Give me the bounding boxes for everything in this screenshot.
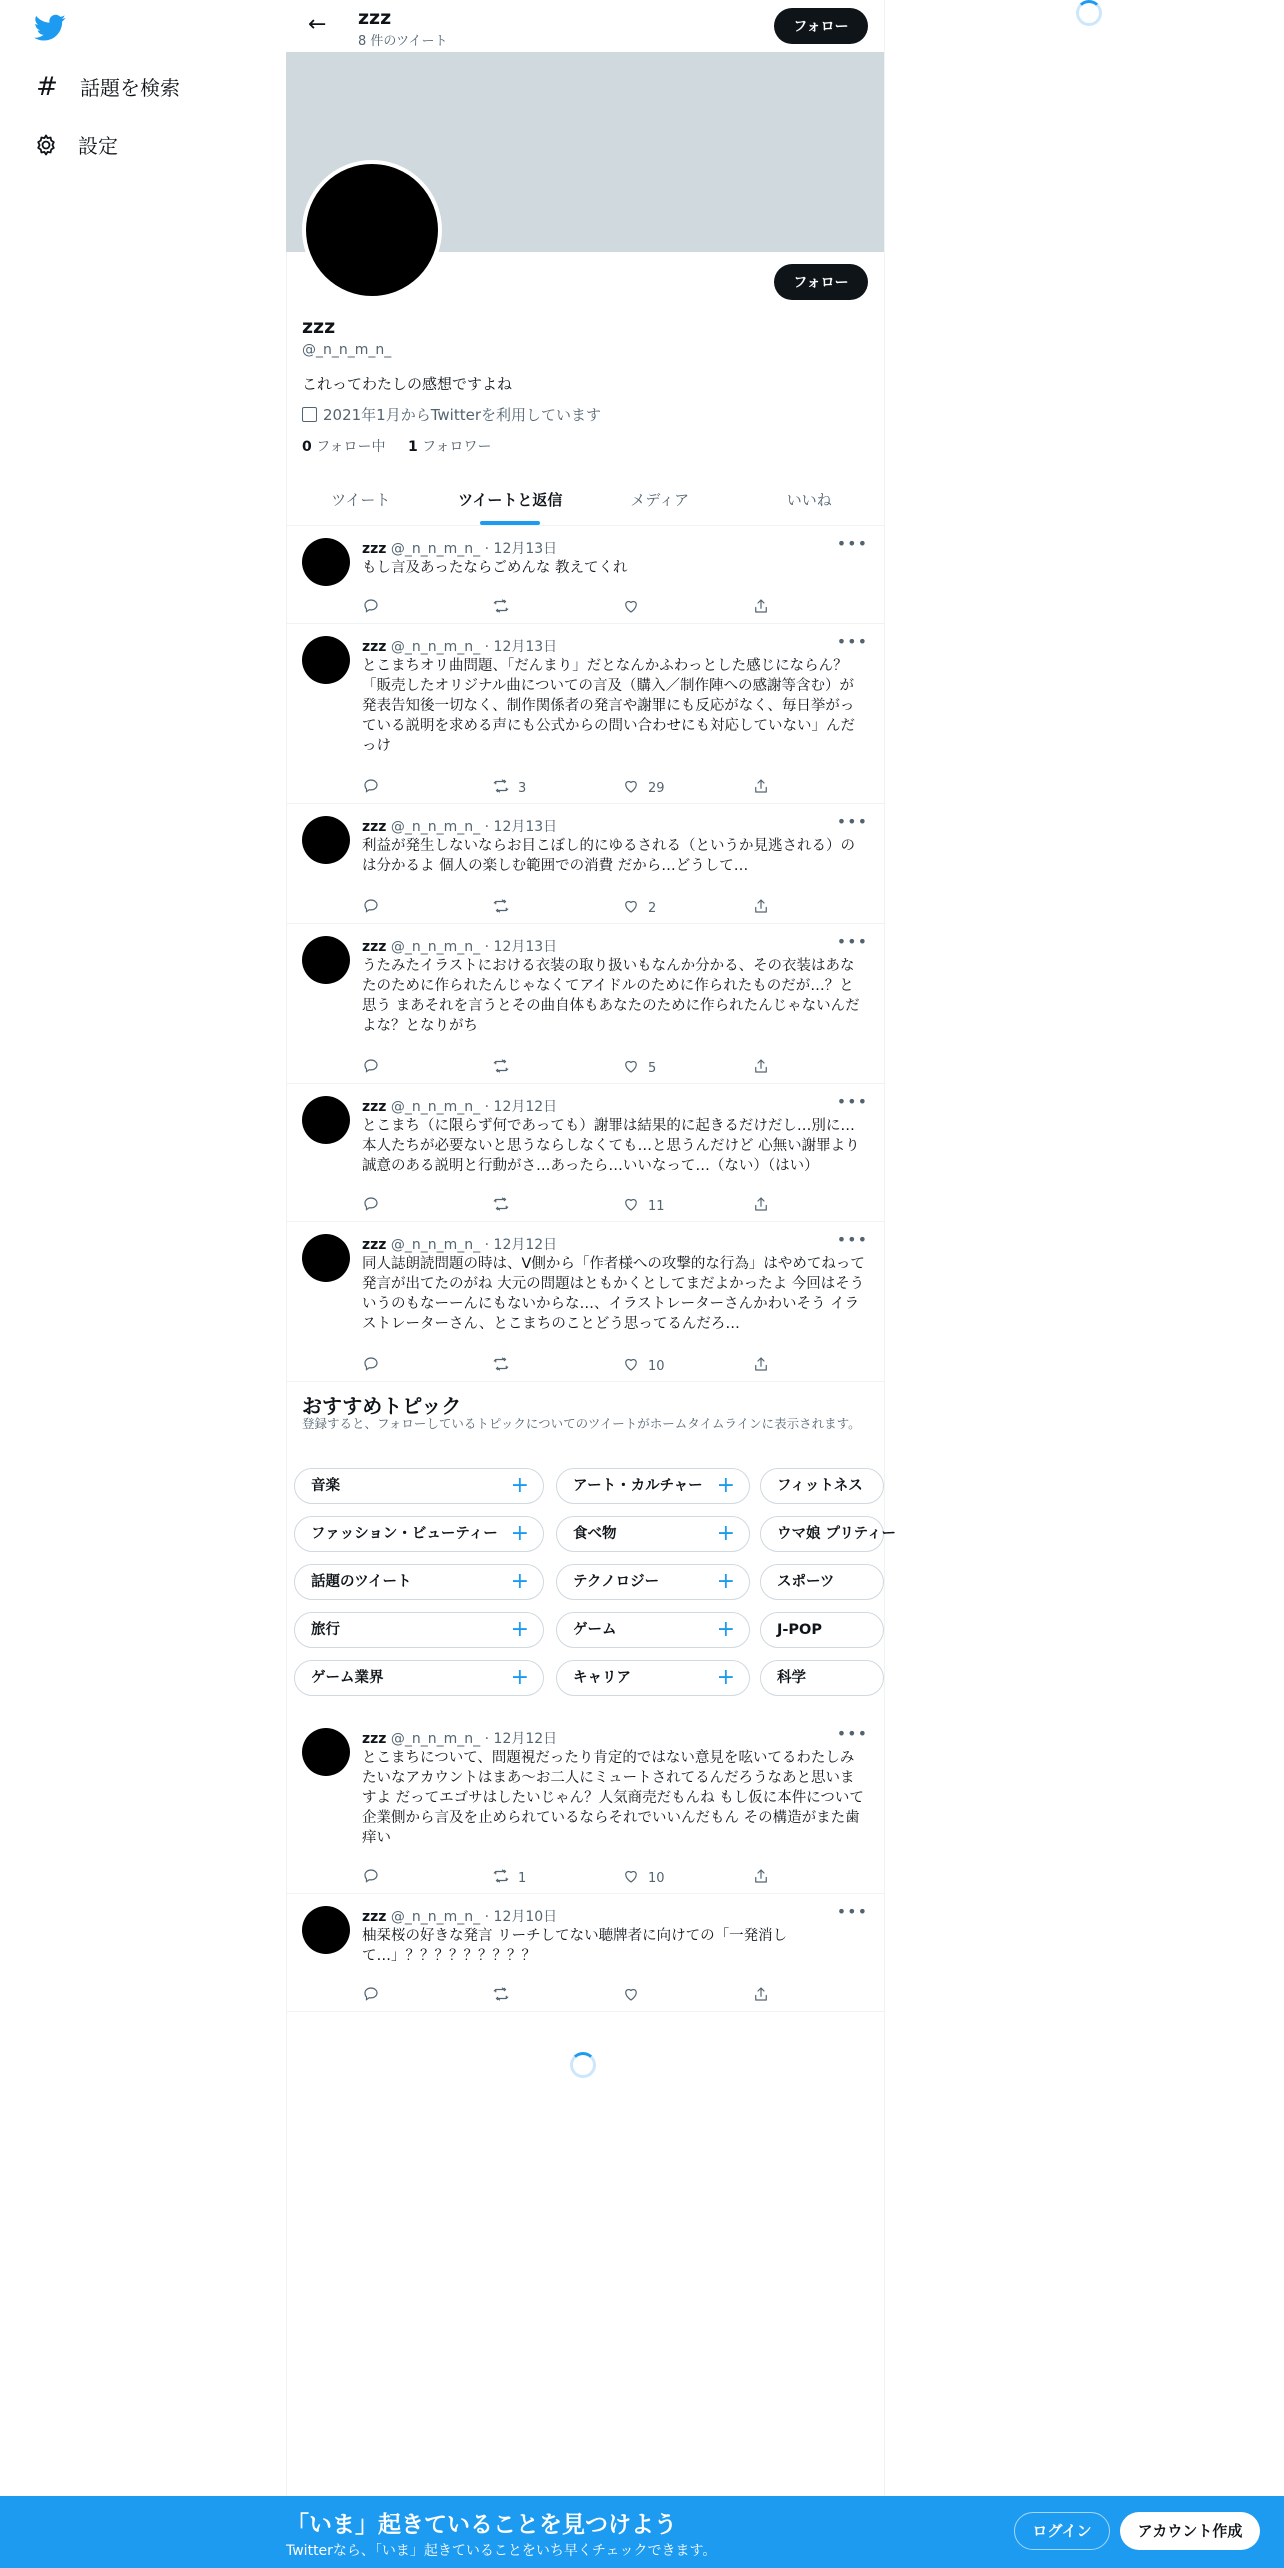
topic-chip[interactable] [294, 1564, 544, 1600]
retweet-button[interactable] [492, 778, 592, 798]
topic-chip[interactable] [556, 1516, 750, 1552]
profile-name: zzz [302, 316, 336, 338]
topic-chip-label: ゲーム業界 [311, 1670, 384, 1686]
share-icon [752, 597, 778, 619]
topic-chip-label: 科学 [777, 1670, 806, 1686]
tweet-header: zzz @_n_n_m_n_ · 12月13日 [362, 939, 558, 955]
retweet-icon [492, 1867, 518, 1889]
tweet-actions [362, 898, 792, 918]
reply-icon [362, 1985, 388, 2007]
topic-chip[interactable] [556, 1612, 750, 1648]
plus-icon[interactable]: + [510, 1665, 529, 1690]
nav-explore-label: 話題を検索 [80, 76, 180, 100]
twitter-logo-icon[interactable] [34, 14, 66, 42]
tab-likes[interactable]: いいね [786, 491, 832, 509]
topic-chip-label: ファッション・ビューティー [311, 1526, 498, 1542]
share-button[interactable] [752, 778, 792, 798]
share-button[interactable] [752, 1986, 792, 2006]
tweet-actions [362, 1868, 792, 1888]
reply-icon [362, 897, 388, 919]
following-count: 0 [302, 439, 312, 455]
topic-chip[interactable] [556, 1468, 750, 1504]
topic-chip-label: キャリア [573, 1670, 631, 1686]
tweet-avatar[interactable] [302, 1096, 350, 1144]
header-tweet-count: 8 件のツイート [358, 34, 448, 49]
tab-tweets[interactable]: ツイート [331, 491, 391, 509]
profile-joined-text: 2021年1月からTwitterを利用しています [323, 406, 601, 424]
followers-label: フォロワー [422, 439, 492, 455]
more-options-icon[interactable]: ••• [836, 1092, 868, 1111]
retweet-button[interactable] [492, 898, 592, 918]
reply-button[interactable] [362, 898, 462, 918]
retweet-button[interactable] [492, 1868, 592, 1888]
share-button[interactable] [752, 1058, 792, 1078]
retweet-count: 3 [518, 780, 527, 796]
tweet-author-name[interactable]: zzz [362, 819, 387, 835]
heart-icon [622, 1355, 648, 1377]
tweet-author-name[interactable]: zzz [362, 1731, 387, 1747]
tweet-actions [362, 778, 792, 798]
tweet-avatar[interactable] [302, 1728, 350, 1776]
tweet-date[interactable]: 12月10日 [493, 1909, 558, 1925]
heart-icon [622, 1985, 648, 2007]
tweet-actions [362, 1196, 792, 1216]
retweet-icon [492, 777, 518, 799]
share-button[interactable] [752, 598, 792, 618]
like-count: 10 [648, 1870, 665, 1886]
following-link[interactable] [302, 439, 386, 455]
retweet-icon [492, 897, 518, 919]
like-button[interactable] [622, 598, 722, 618]
hash-icon: # [36, 71, 58, 102]
like-button[interactable] [622, 1868, 722, 1888]
like-button[interactable] [622, 778, 722, 798]
tweet-actions [362, 1058, 792, 1078]
tweet-actions [362, 598, 792, 618]
retweet-icon [492, 1057, 518, 1079]
tab-tweets-and-replies[interactable]: ツイートと返信 [436, 474, 586, 525]
tweet-avatar[interactable] [302, 636, 350, 684]
retweet-icon [492, 1985, 518, 2007]
tweet-header: zzz @_n_n_m_n_ · 12月13日 [362, 639, 558, 655]
tweet-author-handle[interactable]: @_n_n_m_n_ [390, 541, 481, 557]
gear-icon [34, 133, 58, 157]
nav-settings-label: 設定 [78, 134, 118, 158]
tweet[interactable] [286, 1222, 884, 1382]
reply-icon [362, 1195, 388, 1217]
topic-chip-label: フィットネス [777, 1478, 863, 1494]
profile-bio: これってわたしの感想ですよね [302, 375, 513, 393]
profile-avatar[interactable] [302, 160, 442, 300]
tweet[interactable] [286, 804, 884, 924]
plus-icon[interactable]: + [716, 1569, 735, 1594]
tweet-avatar[interactable] [302, 538, 350, 586]
profile-follow-button[interactable]: フォロー [774, 264, 868, 300]
share-icon [752, 1867, 778, 1889]
topic-chip[interactable] [294, 1612, 544, 1648]
tweet-header: zzz @_n_n_m_n_ · 12月13日 [362, 819, 558, 835]
tweet-author-name[interactable]: zzz [362, 1099, 387, 1115]
tweet-date[interactable]: 12月13日 [493, 939, 558, 955]
profile-tabs [286, 474, 884, 526]
topic-chip[interactable] [556, 1564, 750, 1600]
tweet-date[interactable]: 12月12日 [493, 1237, 558, 1253]
plus-icon[interactable]: + [716, 1665, 735, 1690]
reply-button[interactable] [362, 1986, 462, 2006]
more-options-icon[interactable]: ••• [836, 632, 868, 651]
more-options-icon[interactable]: ••• [836, 812, 868, 831]
like-button[interactable] [622, 1986, 722, 2006]
reply-button[interactable] [362, 1868, 462, 1888]
like-count: 10 [648, 1358, 665, 1374]
header-follow-button[interactable]: フォロー [774, 8, 868, 44]
tweet-header: zzz @_n_n_m_n_ · 12月10日 [362, 1909, 558, 1925]
profile-stats [302, 436, 491, 456]
reply-button[interactable] [362, 1058, 462, 1078]
topic-chip-label: 旅行 [311, 1622, 340, 1638]
tweet-actions [362, 1356, 792, 1376]
tweet-text: 柚栞桜の好きな発言 リーチしてない聴牌者に向けての「一発消して…」？？？？？？？？？ [362, 1928, 788, 1964]
tweet-author-name[interactable]: zzz [362, 939, 387, 955]
tweet-author-handle[interactable]: @_n_n_m_n_ [390, 819, 481, 835]
plus-icon[interactable]: + [716, 1617, 735, 1642]
tweet-header: zzz @_n_n_m_n_ · 12月12日 [362, 1237, 558, 1253]
tweet[interactable] [286, 526, 884, 624]
retweet-button[interactable] [492, 1986, 592, 2006]
topic-chip[interactable] [294, 1468, 544, 1504]
plus-icon[interactable]: + [510, 1617, 529, 1642]
plus-icon[interactable]: + [510, 1569, 529, 1594]
login-button[interactable]: ログイン [1014, 2512, 1110, 2550]
tweet-author-name[interactable]: zzz [362, 541, 387, 557]
nav-explore[interactable] [34, 72, 180, 101]
profile-header [286, 0, 884, 52]
retweet-button[interactable] [492, 1058, 592, 1078]
heart-icon [622, 597, 648, 619]
plus-icon[interactable]: + [716, 1521, 735, 1546]
tweet-text: とこまちオリ曲問題、「だんまり」だとなんかふわっとした感じにならん？ 「販売したオリジナル曲についての言及（購入／制作陣への感謝等含む）が発表告知後一切なく、制作関係者の発言や謝罪にも反応がなく、毎日挙がっている説明を求める声にも公式からの問い合わせにも対応していない」んだっけ [362, 658, 855, 754]
reply-button[interactable] [362, 1196, 462, 1216]
share-icon [752, 1057, 778, 1079]
topic-chip-label: 音楽 [311, 1478, 340, 1494]
share-button[interactable] [752, 898, 792, 918]
heart-icon [622, 1195, 648, 1217]
more-options-icon[interactable]: ••• [836, 534, 868, 553]
share-icon [752, 1985, 778, 2007]
tweet[interactable] [286, 924, 884, 1084]
tweet[interactable] [286, 624, 884, 804]
profile-handle: @_n_n_m_n_ [302, 342, 392, 358]
like-count: 11 [648, 1198, 665, 1214]
tweet-text: 同人誌朗読問題の時は、V側から「作者様への攻撃的な行為」はやめてねって発言が出てたのがね 大元の問題はともかくとしてまだよかったよ 今回はそういうのもなーーんにもないからな…、イラストレーターさんかわいそう イラストレーターさん、とこまちのことどう思ってるんだろ… [362, 1256, 865, 1332]
tweet-author-handle[interactable]: @_n_n_m_n_ [390, 1731, 481, 1747]
share-button[interactable] [752, 1196, 792, 1216]
tweet-text: 利益が発生しないならお目こぼし的にゆるされる（というか見逃される）のは分かるよ 個人の楽しむ範囲での消費 だから…どうして… [362, 838, 855, 874]
tweet-header: zzz @_n_n_m_n_ · 12月13日 [362, 541, 558, 557]
followers-count: 1 [407, 439, 418, 455]
topic-chip-label: スポーツ [777, 1574, 835, 1590]
share-icon [752, 1355, 778, 1377]
following-label: フォロー中 [316, 439, 386, 455]
tweet-text: もし言及あったならごめんな 教えてくれ [362, 560, 628, 576]
retweet-button[interactable] [492, 1356, 592, 1376]
tweet-author-handle[interactable]: @_n_n_m_n_ [390, 639, 481, 655]
tweet-author-name[interactable]: zzz [362, 639, 387, 655]
nav-settings[interactable] [34, 130, 118, 159]
heart-icon [622, 897, 648, 919]
topic-chip[interactable] [294, 1516, 544, 1552]
like-button[interactable] [622, 898, 722, 918]
like-count: 2 [648, 900, 657, 916]
more-options-icon[interactable]: ••• [836, 1724, 868, 1743]
like-button[interactable] [622, 1356, 722, 1376]
like-count: 29 [648, 780, 665, 796]
header-title: zzz [358, 7, 392, 29]
tweet-author-handle[interactable]: @_n_n_m_n_ [390, 1909, 481, 1925]
reply-icon [362, 1057, 388, 1079]
tweet-date[interactable]: 12月13日 [493, 541, 558, 557]
tweet-text: うたみたイラストにおける衣装の取り扱いもなんか分かる、その衣装はあなたのために作られたんじゃなくてアイドルのために作られたものだが…？と思う まあそれを言うとその曲自体もあなたのために作られたんじゃないんだよな？となりがち [362, 958, 860, 1034]
heart-icon [622, 777, 648, 799]
topic-chip-label: 食べ物 [573, 1526, 617, 1542]
tweet-text: とこまち（に限らず何であっても）謝罪は結果的に起きるだけだし…別に…本人たちが必要ないと思うならしなくても…と思うんだけど 心無い謝罪より誠意のある説明と行動がさ…あったら…いいなって…（ない）（はい） [362, 1118, 860, 1174]
tweet-avatar[interactable] [302, 936, 350, 984]
tweet-date[interactable]: 12月12日 [493, 1099, 558, 1115]
share-icon [752, 897, 778, 919]
tweet-author-name[interactable]: zzz [362, 1909, 387, 1925]
topics-subtitle: 登録すると、フォローしているトピックについてのツイートがホームタイムラインに表示されます。 [302, 1416, 861, 1431]
tweet-author-handle[interactable]: @_n_n_m_n_ [390, 1099, 481, 1115]
heart-icon [622, 1867, 648, 1889]
plus-icon[interactable]: + [510, 1521, 529, 1546]
tweet[interactable] [286, 1894, 884, 2012]
profile-joined [302, 404, 601, 425]
more-options-icon[interactable]: ••• [836, 1902, 868, 1921]
share-button[interactable] [752, 1356, 792, 1376]
retweet-button[interactable] [492, 1196, 592, 1216]
retweet-button[interactable] [492, 598, 592, 618]
topic-chip[interactable] [760, 1564, 884, 1600]
topics-title: おすすめトピック [302, 1394, 462, 1418]
tweet-avatar[interactable] [302, 816, 350, 864]
tweet-author-handle[interactable]: @_n_n_m_n_ [390, 1237, 481, 1253]
tweet-text: とこまちについて、問題視だったり肯定的ではない意見を呟いてるわたしみたいなアカウントはまあ～お二人にミュートされてるんだろうなあと思いますよ だってエゴサはしたいじゃん？人気商売だもんね もし仮に本件について企業側から言及を止められているならそれでいいんだもん その構造がまた歯痒い [362, 1750, 864, 1846]
tweet[interactable] [286, 1716, 884, 1894]
topic-chip-label: テクノロジー [573, 1574, 660, 1590]
retweet-icon [492, 597, 518, 619]
topic-chip-label: アート・カルチャー [573, 1478, 703, 1494]
calendar-icon [302, 407, 317, 422]
tweet[interactable] [286, 1084, 884, 1222]
reply-button[interactable] [362, 1356, 462, 1376]
signup-banner [0, 2496, 1284, 2568]
plus-icon[interactable]: + [510, 1473, 529, 1498]
tweet-author-name[interactable]: zzz [362, 1237, 387, 1253]
share-button[interactable] [752, 1868, 792, 1888]
retweet-count: 1 [518, 1870, 527, 1886]
tweet-date[interactable]: 12月13日 [493, 639, 558, 655]
tab-media[interactable]: メディア [630, 491, 690, 509]
signup-banner-title: 「いま」起きていることを見つけよう [286, 2512, 677, 2538]
more-options-icon[interactable]: ••• [836, 1230, 868, 1249]
reply-button[interactable] [362, 778, 462, 798]
tweet-author-handle[interactable]: @_n_n_m_n_ [390, 939, 481, 955]
signup-banner-subtitle: Twitterなら、「いま」起きていることをいち早くチェックできます。 [286, 2543, 717, 2559]
tweet-header: zzz @_n_n_m_n_ · 12月12日 [362, 1099, 558, 1115]
reply-icon [362, 1867, 388, 1889]
topic-chip[interactable] [556, 1660, 750, 1696]
followers-link[interactable] [408, 439, 492, 455]
plus-icon[interactable]: + [716, 1473, 735, 1498]
reply-button[interactable] [362, 598, 462, 618]
loading-spinner-top [1076, 0, 1102, 26]
signup-button[interactable]: アカウント作成 [1120, 2512, 1260, 2550]
topic-chip[interactable] [760, 1516, 897, 1552]
topic-chip-label: J-POP [777, 1622, 822, 1638]
topic-chip[interactable] [760, 1660, 884, 1696]
tweet-date[interactable]: 12月12日 [493, 1731, 558, 1747]
tweet-avatar[interactable] [302, 1906, 350, 1954]
like-button[interactable] [622, 1196, 722, 1216]
topic-chip[interactable] [760, 1612, 884, 1648]
heart-icon [622, 1057, 648, 1079]
loading-spinner-timeline [570, 2052, 596, 2078]
reply-icon [362, 1355, 388, 1377]
back-arrow-icon[interactable]: ← [308, 12, 327, 37]
like-count: 5 [648, 1060, 657, 1076]
topic-chip-label: ウマ娘 プリティー [777, 1526, 897, 1542]
reply-icon [362, 777, 388, 799]
tweet-header: zzz @_n_n_m_n_ · 12月12日 [362, 1731, 558, 1747]
share-icon [752, 777, 778, 799]
more-options-icon[interactable]: ••• [836, 932, 868, 951]
retweet-icon [492, 1355, 518, 1377]
retweet-icon [492, 1195, 518, 1217]
tweet-actions [362, 1986, 792, 2006]
tweet-avatar[interactable] [302, 1234, 350, 1282]
topic-chip[interactable] [294, 1660, 544, 1696]
topic-chip-label: 話題のツイート [311, 1574, 412, 1590]
share-icon [752, 1195, 778, 1217]
topic-chip-label: ゲーム [573, 1622, 617, 1638]
reply-icon [362, 597, 388, 619]
topic-chip[interactable] [760, 1468, 884, 1504]
tweet-date[interactable]: 12月13日 [493, 819, 558, 835]
like-button[interactable] [622, 1058, 722, 1078]
